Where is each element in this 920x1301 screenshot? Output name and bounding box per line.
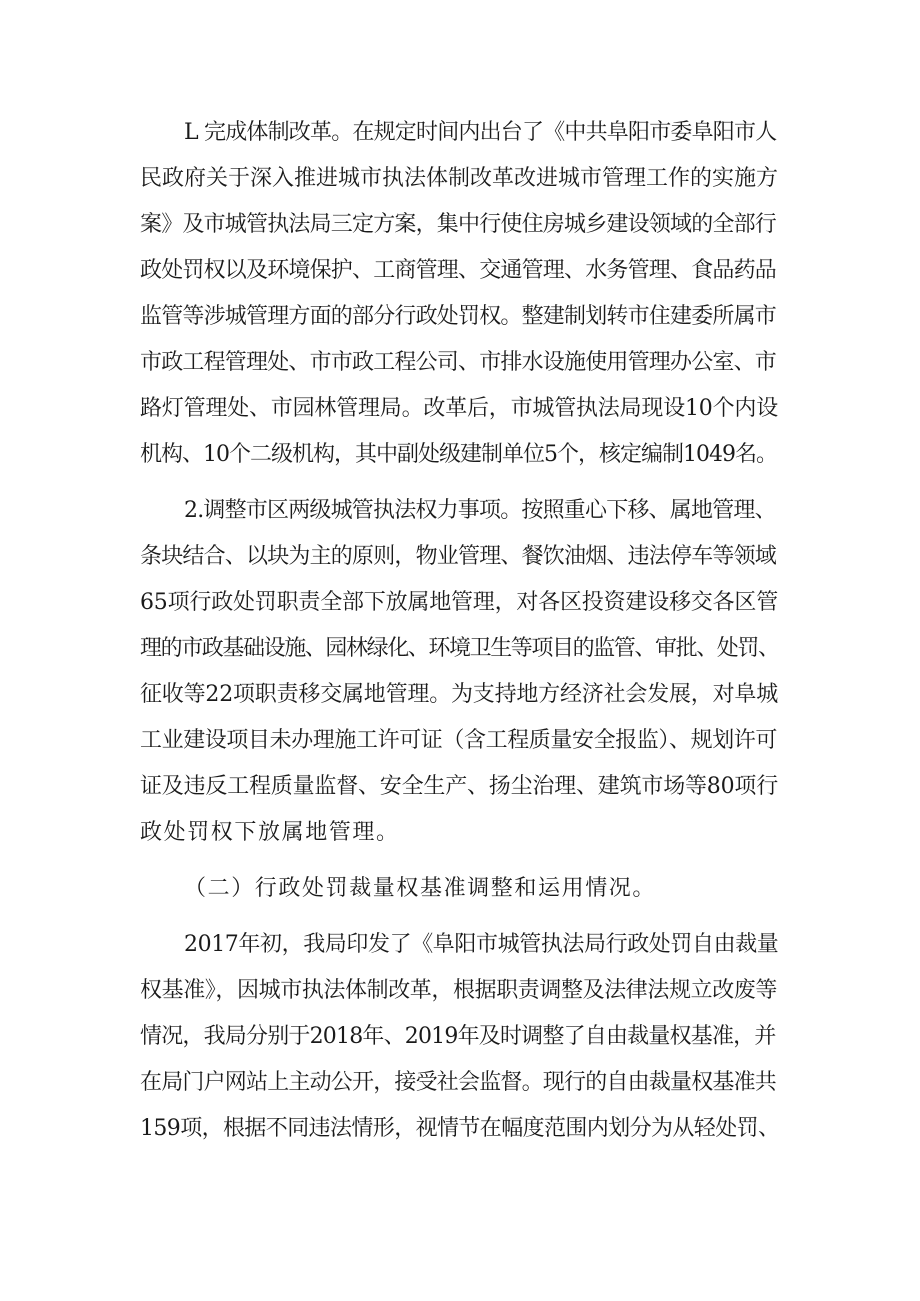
text-line: 市政工程管理处、市市政工程公司、市排水设施使用管理办公室、市 [140, 350, 777, 375]
text-line: 2017年初，我局印发了《阜阳市城管执法局行政处罚自由裁量 [184, 932, 779, 957]
text-line: 条块结合、以块为主的原则，物业管理、餐饮油烟、违法停车等领域 [140, 544, 777, 569]
text-line: 政处罚权以及环境保护、工商管理、交通管理、水务管理、食品药品 [140, 258, 777, 283]
text-line: 在局门户网站上主动公开，接受社会监督。现行的自由裁量权基准共 [140, 1070, 777, 1095]
text-line: 案》及市城管执法局三定方案，集中行使住房城乡建设领域的全部行 [140, 212, 777, 237]
text-line: 情况，我局分别于2018年、2019年及时调整了自由裁量权基准，并 [140, 1024, 776, 1049]
text-line: 征收等22项职责移交属地管理。为支持地方经济社会发展，对阜城 [140, 682, 778, 707]
text-line: 证及违反工程质量监督、安全生产、扬尘治理、建筑市场等80项行 [140, 774, 778, 799]
text-line: 政处罚权下放属地管理。 [140, 820, 400, 845]
text-line: 159项，根据不同违法情形，视情节在幅度范围内划分为从轻处罚、 [140, 1116, 780, 1141]
text-line: 2.调整市区两级城管执法权力事项。按照重心下移、属地管理、 [184, 498, 776, 523]
text-line: 民政府关于深入推进城市执法体制改革改进城市管理工作的实施方 [140, 166, 779, 191]
text-line: 路灯管理处、市园林管理局。改革后，市城管执法局现设10个内设 [140, 396, 778, 421]
text-line: 监管等涉城管理方面的部分行政处罚权。整建制划转市住建委所属市 [140, 304, 777, 329]
text-line: 理的市政基础设施、园林绿化、环境卫生等项目的监管、审批、处罚、 [140, 636, 779, 661]
text-line: 65项行政处罚职责全部下放属地管理，对各区投资建设移交各区管 [140, 590, 778, 615]
text-line: 权基准》，因城市执法体制改革，根据职责调整及法律法规立改废等 [140, 978, 778, 1003]
text-line: 机构、10个二级机构，其中副处级建制单位5个，核定编制1049名。 [140, 442, 777, 467]
text-line: 工业建设项目未办理施工许可证（含工程质量安全报监）、规划许可 [140, 728, 778, 753]
text-line: L 完成体制改革。在规定时间内出台了《中共阜阳市委阜阳市人 [184, 120, 777, 145]
heading-text: （二）行政处罚裁量权基准调整和运用情况。 [184, 876, 657, 901]
